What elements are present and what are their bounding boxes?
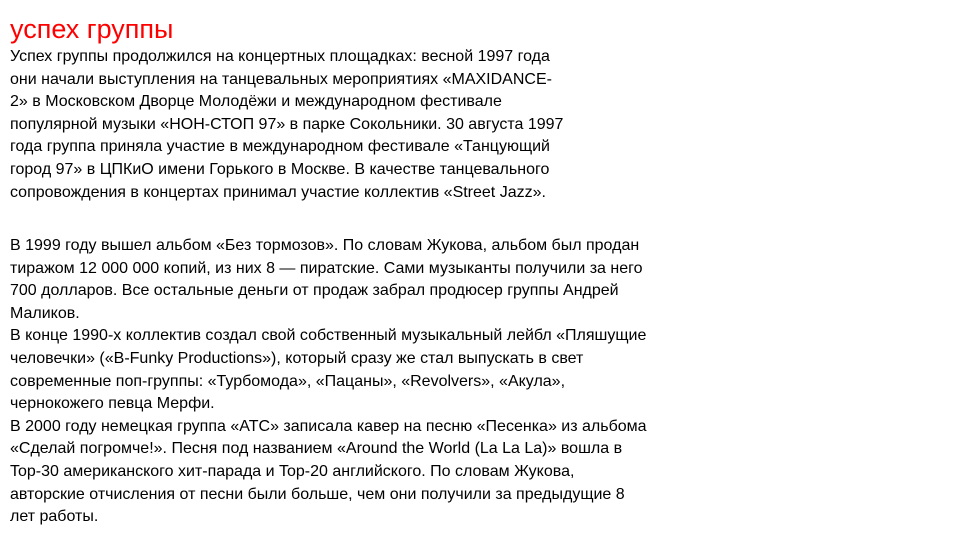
text-line: В 1999 году вышел альбом «Без тормозов». По словам Жукова, альбом был продан	[10, 237, 640, 254]
text-line: чернокожего певца Мерфи.	[10, 395, 215, 413]
text-line: они начали выступления на танцевальных мероприятиях «MAXIDANCE-	[10, 70, 552, 88]
text-line: года группа приняла участие в международном фестивале «Танцующий	[10, 138, 550, 156]
text-line: город 97» в ЦПКиО имени Горького в Москве. В качестве танцевального	[10, 160, 550, 178]
slide-title: успех группы	[10, 14, 174, 44]
text-line: В 2000 году немецкая группа «ATC» записала кавер на песню «Песенка» из альбома	[10, 417, 647, 435]
text-line: сопровождения в концертах принимал участие коллектив «Street Jazz».	[10, 183, 546, 201]
text-line: Успех группы продолжился на концертных площадках: весной 1997 года	[10, 48, 550, 65]
text-line: 2» в Московском Дворце Молодёжи и международном фестивале	[10, 93, 502, 111]
text-line: лет работы.	[10, 508, 99, 526]
text-line: современные поп-группы: «Турбомода», «Пацаны», «Revolvers», «Акула»,	[10, 372, 566, 390]
text-line: человечки» («B-Funky Productions»), который сразу же стал выпускать в свет	[10, 349, 584, 367]
text-line: тиражом 12 000 000 копий, из них 8 — пиратские. Сами музыканты получили за него	[10, 259, 643, 277]
text-line: авторские отчисления от песни были больше, чем они получили за предыдущие 8	[10, 485, 625, 503]
text-line: 700 долларов. Все остальные деньги от продаж забрал продюсер группы Андрей	[10, 282, 619, 300]
text-block-album	[10, 235, 770, 529]
text-line: Top-30 американского хит-парада и Top-20 английского. По словам Жукова,	[10, 462, 575, 480]
text-block-concerts	[10, 46, 670, 204]
text-line: «Сделай погромче!». Песня под названием «Around the World (La La La)» вошла в	[10, 440, 623, 458]
text-line: В конце 1990-х коллектив создал свой собственный музыкальный лейбл «Пляшущие	[10, 327, 647, 345]
text-line: популярной музыки «НОН-СТОП 97» в парке Сокольники. 30 августа 1997	[10, 115, 564, 133]
text-line: Маликов.	[10, 304, 80, 322]
